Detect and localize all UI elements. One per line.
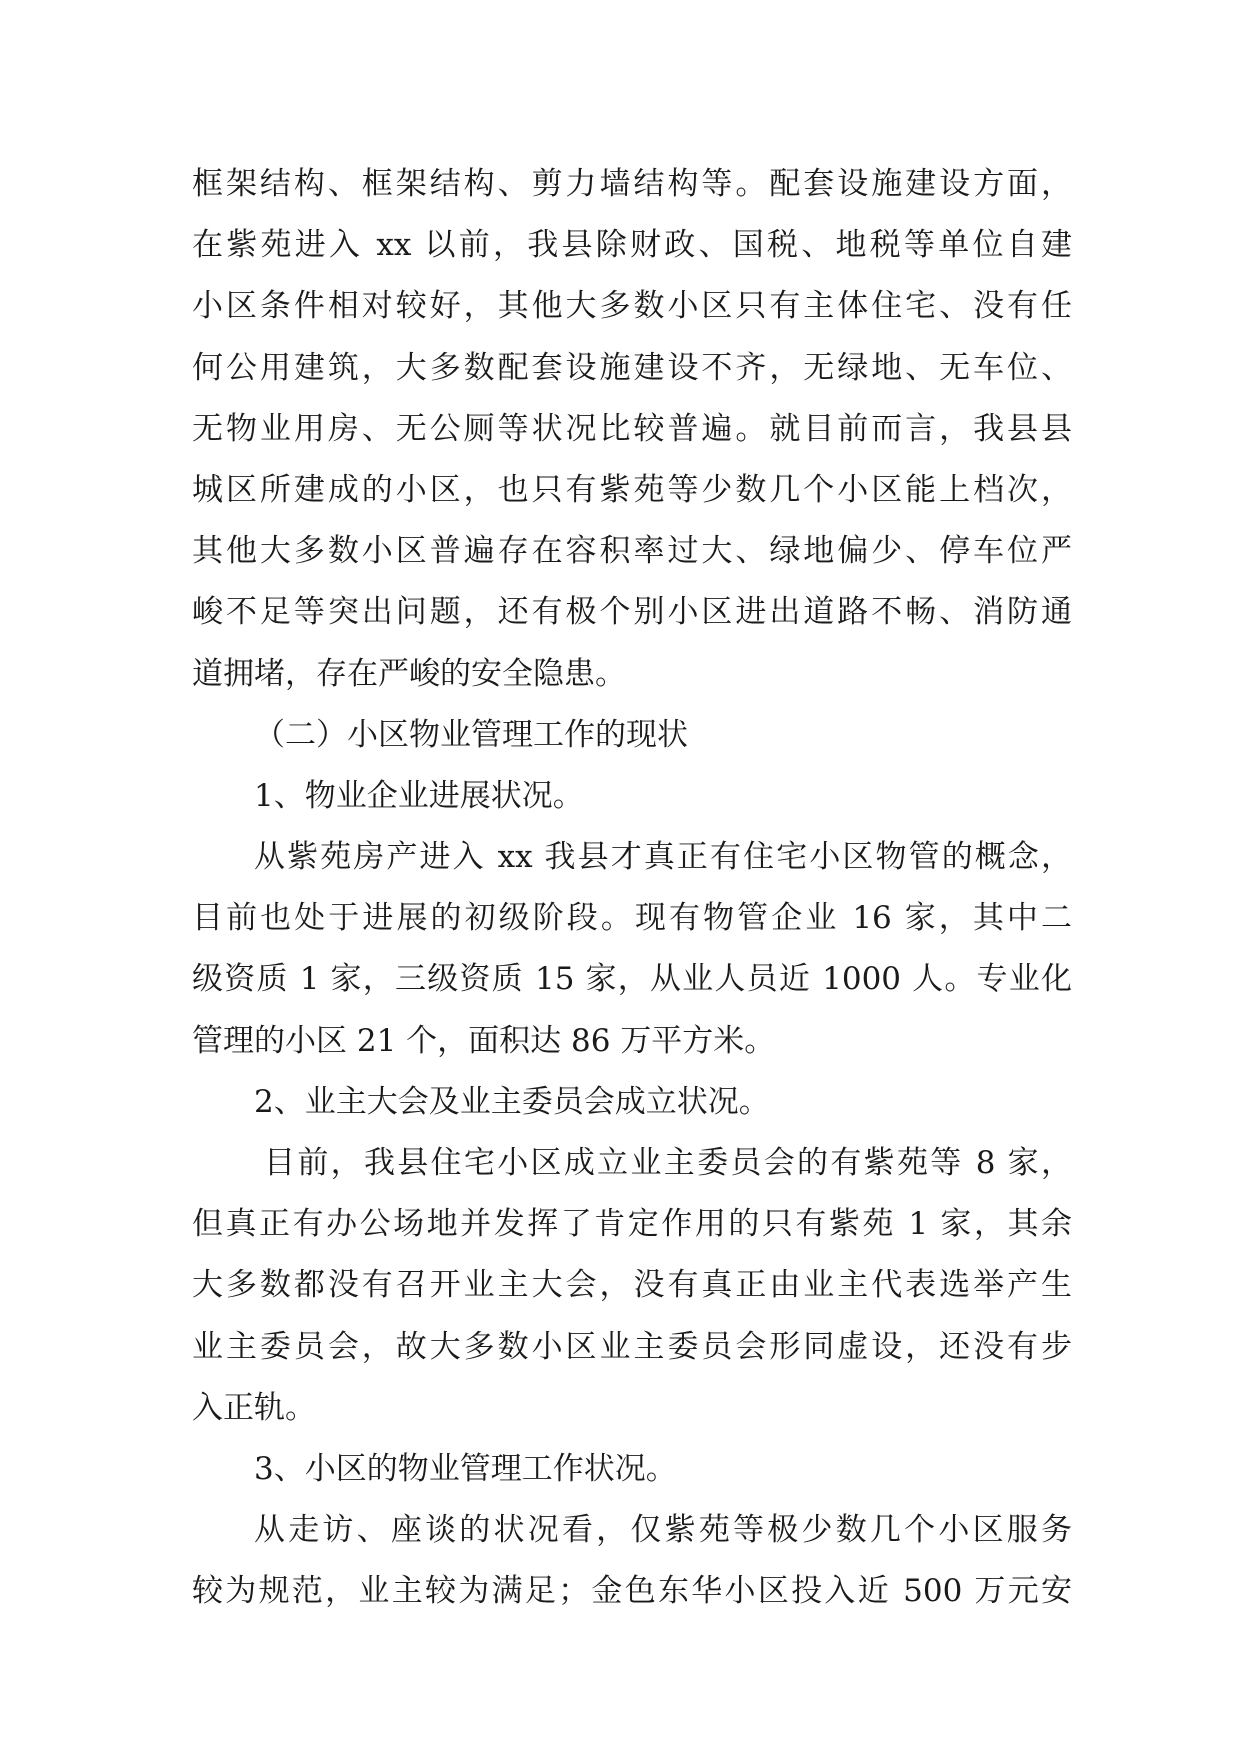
text-line: 但真正有办公场地并发挥了肯定作用的只有紫苑 1 家，其余 — [192, 1206, 1072, 1243]
text-line: 峻不足等突出问题，还有极个别小区进出道路不畅、消防通 — [192, 594, 1072, 631]
text-line: 无物业用房、无公厕等状况比较普遍。就目前而言，我县县 — [192, 410, 1072, 447]
heading-property-management-status: （二）小区物业管理工作的现状 — [254, 716, 688, 753]
subheading-1 — [192, 766, 1072, 827]
subheading-3 — [192, 1439, 1072, 1500]
text-line: 何公用建筑，大多数配套设施建设不齐，无绿地、无车位、 — [192, 349, 1072, 386]
text-line: 管理的小区 21 个，面积达 86 万平方米。 — [192, 1022, 776, 1059]
text-line: 框架结构、框架结构、剪力墙结构等。配套设施建设方面， — [192, 166, 1072, 202]
subheading-enterprise-development: 1、物业企业进展状况。 — [254, 777, 584, 814]
subheading-management-work: 3、小区的物业管理工作状况。 — [254, 1450, 677, 1487]
text-line: 城区所建成的小区，也只有紫苑等少数几个小区能上档次， — [192, 471, 1072, 508]
text-line: 目前也处于进展的初级阶段。现有物管企业 16 家，其中二 — [192, 900, 1072, 937]
section-heading — [192, 705, 1072, 766]
text-line: 大多数都没有召开业主大会，没有真正由业主代表选举产生 — [192, 1267, 1072, 1304]
paragraph-enterprise-development — [192, 827, 1072, 1072]
text-line: 业主委员会，故大多数小区业主委员会形同虚设，还没有步 — [192, 1328, 1072, 1365]
text-line: 小区条件相对较好，其他大多数小区只有主体住宅、没有任 — [192, 288, 1072, 325]
text-line: 在紫苑进入 xx 以前，我县除财政、国税、地税等单位自建 — [192, 227, 1072, 264]
text-line: 目前，我县住宅小区成立业主委员会的有紫苑等 8 家， — [264, 1145, 1072, 1181]
text-line: 从走访、座谈的状况看，仅紫苑等极少数几个小区服务 — [254, 1512, 1072, 1549]
document-body — [192, 154, 1072, 1623]
text-line: 级资质 1 家，三级资质 15 家，从业人员近 1000 人。专业化 — [192, 961, 1072, 998]
paragraph-owners-committee — [192, 1133, 1072, 1439]
text-line: 道拥堵，存在严峻的安全隐患。 — [192, 655, 626, 692]
text-line: 从紫苑房产进入 xx 我县才真正有住宅小区物管的概念， — [254, 839, 1072, 876]
subheading-2 — [192, 1072, 1072, 1133]
subheading-owners-committee: 2、业主大会及业主委员会成立状况。 — [254, 1083, 770, 1120]
text-line: 其他大多数小区普遍存在容积率过大、绿地偏少、停车位严 — [192, 533, 1072, 570]
paragraph-building-status — [192, 154, 1072, 705]
text-line: 较为规范，业主较为满足；金色东华小区投入近 500 万元安 — [192, 1573, 1072, 1610]
text-line: 入正轨。 — [192, 1389, 316, 1426]
paragraph-management-work — [192, 1500, 1072, 1622]
